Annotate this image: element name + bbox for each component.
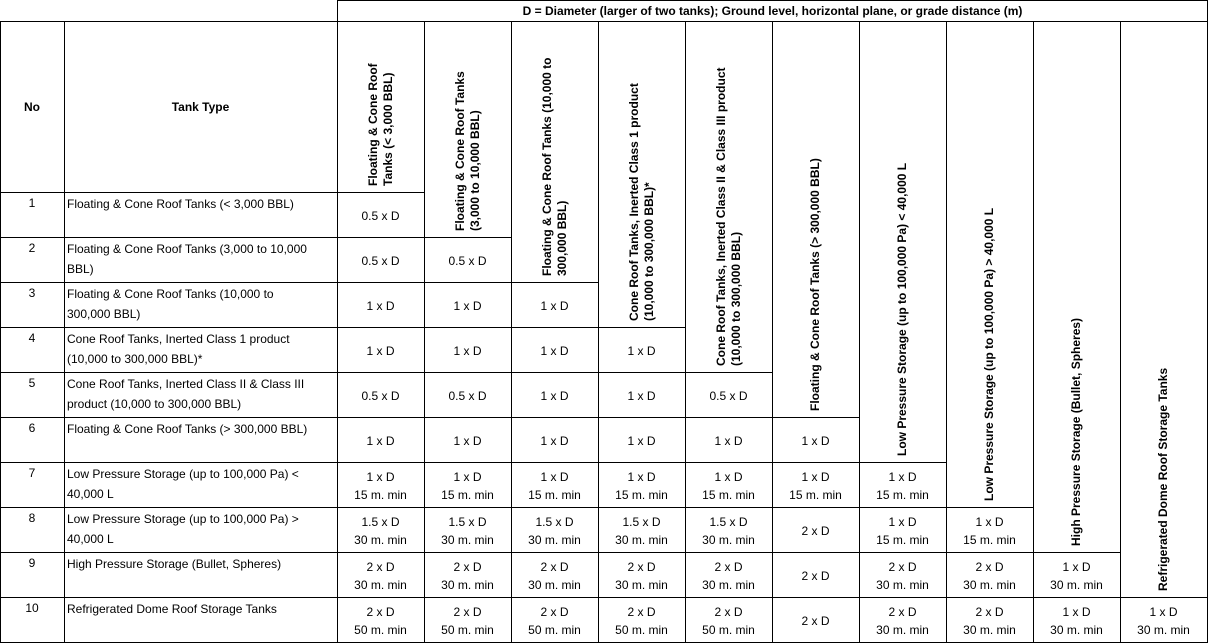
distance-cell [337, 207, 424, 225]
distance-cell [598, 558, 685, 594]
cell-border [337, 282, 424, 283]
row-border [0, 597, 337, 598]
minimum-distance: 15 m. min [789, 487, 842, 502]
distance-cell [685, 387, 772, 405]
distance-cell [685, 603, 772, 639]
column-header-line: Floating & Cone Roof [365, 63, 380, 186]
distance-cell [598, 342, 685, 360]
minimum-distance: 30 m. min [615, 532, 668, 547]
distance-cell [337, 603, 424, 639]
column-border [598, 21, 599, 643]
distance-cell [772, 468, 859, 504]
distance-cell [337, 432, 424, 450]
cell-border [859, 462, 946, 463]
tank-type-label [67, 464, 299, 504]
column-header-line: (3,000 to 10,000 BBL) [467, 110, 482, 231]
row-number: 10 [25, 601, 39, 615]
row-number: 5 [28, 376, 36, 390]
distance-value: 1 x D [366, 469, 395, 484]
header-top-border [0, 21, 1208, 22]
distance-value: 1 x D [453, 343, 482, 358]
minimum-distance: 30 m. min [354, 577, 407, 592]
distance-cell [424, 342, 511, 360]
row-border [0, 327, 337, 328]
cell-border [598, 552, 685, 553]
column-border [946, 21, 947, 643]
minimum-distance: 30 m. min [1050, 622, 1103, 637]
distance-value: 2 x D [714, 559, 743, 574]
cell-border [685, 552, 772, 553]
minimum-distance: 50 m. min [528, 622, 581, 637]
column-header-line: Floating & Cone Roof Tanks [452, 71, 467, 231]
row-border [0, 417, 337, 418]
cell-border [337, 597, 424, 598]
minimum-distance: 15 m. min [528, 487, 581, 502]
distance-value: 2 x D [975, 559, 1004, 574]
distance-value: 1 x D [888, 469, 917, 484]
tank-type-line: Cone Roof Tanks, Inerted Class II & Class III [67, 377, 305, 391]
distance-value: 1 x D [627, 388, 656, 403]
distance-value: 1 x D [714, 469, 743, 484]
cell-border [511, 507, 598, 508]
distance-value: 1.5 x D [361, 514, 400, 529]
minimum-distance: 15 m. min [441, 487, 494, 502]
distance-value: 1 x D [366, 298, 395, 313]
cell-border [1120, 597, 1207, 598]
row-border [0, 462, 337, 463]
minimum-distance: 30 m. min [1050, 577, 1103, 592]
distance-value: 1 x D [366, 343, 395, 358]
tank-type-line: Low Pressure Storage (up to 100,000 Pa) > [67, 512, 299, 526]
distance-cell [772, 522, 859, 540]
distance-cell [511, 603, 598, 639]
cell-border [511, 597, 598, 598]
column-border [1120, 21, 1121, 643]
no-column-border [64, 21, 65, 643]
column-header-10 [1156, 368, 1171, 591]
row-number: 1 [28, 196, 36, 210]
distance-value: 2 x D [801, 568, 830, 583]
cell-border [946, 507, 1033, 508]
tank-type-line: Floating & Cone Roof Tanks (10,000 to [67, 287, 274, 301]
distance-cell [511, 297, 598, 315]
row-number: 2 [28, 241, 36, 255]
distance-cell [424, 558, 511, 594]
column-header-3 [540, 58, 570, 276]
distance-value: 1 x D [540, 469, 569, 484]
minimum-distance: 30 m. min [876, 622, 929, 637]
distance-value: 2 x D [453, 604, 482, 619]
distance-cell [511, 432, 598, 450]
cell-border [772, 417, 859, 418]
distance-value: 1 x D [1149, 604, 1178, 619]
distance-cell [424, 297, 511, 315]
row-number: 7 [28, 466, 36, 480]
distance-value: 1 x D [627, 433, 656, 448]
distance-cell [859, 468, 946, 504]
minimum-distance: 30 m. min [876, 577, 929, 592]
minimum-distance: 30 m. min [963, 622, 1016, 637]
tank-type-label [67, 599, 277, 619]
cell-border [859, 597, 946, 598]
minimum-distance: 30 m. min [441, 577, 494, 592]
distance-value: 2 x D [801, 523, 830, 538]
distance-value: 2 x D [540, 604, 569, 619]
minimum-distance: 30 m. min [963, 577, 1016, 592]
tank-type-label [67, 509, 299, 549]
distance-cell [337, 387, 424, 405]
cell-border [772, 552, 859, 553]
column-header-4 [627, 83, 657, 321]
cell-border [1033, 552, 1120, 553]
tank-type-line: 300,000 BBL) [67, 307, 141, 321]
distance-value: 1 x D [453, 433, 482, 448]
minimum-distance: 50 m. min [354, 622, 407, 637]
tank-type-label [67, 554, 281, 574]
tank-type-line: Low Pressure Storage (up to 100,000 Pa) < [67, 467, 299, 481]
distance-cell [685, 513, 772, 549]
tank-type-line: product (10,000 to 300,000 BBL) [67, 397, 242, 411]
cell-border [424, 282, 511, 283]
row-border [0, 282, 337, 283]
tank-type-line: Floating & Cone Roof Tanks (3,000 to 10,000 [67, 242, 307, 256]
distance-value: 2 x D [366, 604, 395, 619]
minimum-distance: 15 m. min [354, 487, 407, 502]
distance-value: 1.5 x D [448, 514, 487, 529]
distance-value: 2 x D [714, 604, 743, 619]
column-header-9 [1069, 318, 1084, 546]
distance-value: 2 x D [801, 613, 830, 628]
distance-cell [1033, 603, 1120, 639]
cell-border [685, 462, 772, 463]
distance-value: 1.5 x D [709, 514, 748, 529]
distance-value: 1 x D [714, 433, 743, 448]
cell-border [685, 597, 772, 598]
distance-value: 1 x D [540, 433, 569, 448]
tank-type-line: Cone Roof Tanks, Inerted Class 1 product [67, 332, 290, 346]
distance-cell [685, 432, 772, 450]
cell-border [424, 237, 511, 238]
cell-border [859, 552, 946, 553]
distance-cell [337, 252, 424, 270]
distance-cell [946, 558, 1033, 594]
distance-value: 2 x D [888, 604, 917, 619]
row-border [0, 552, 337, 553]
column-border [424, 21, 425, 643]
minimum-distance: 15 m. min [702, 487, 755, 502]
distance-cell [511, 342, 598, 360]
column-border [511, 21, 512, 643]
tank-type-line: High Pressure Storage (Bullet, Spheres) [67, 557, 282, 571]
distance-value: 1 x D [540, 298, 569, 313]
tank-type-label [67, 374, 304, 414]
distance-value: 1.5 x D [535, 514, 574, 529]
distance-cell [946, 513, 1033, 549]
distance-value: 1.5 x D [622, 514, 661, 529]
distance-value: 1 x D [1062, 559, 1091, 574]
tank-type-label [67, 419, 307, 439]
cell-border [337, 327, 424, 328]
distance-value: 0.5 x D [361, 208, 400, 223]
cell-border [337, 552, 424, 553]
cell-border [424, 462, 511, 463]
tank-type-line: Floating & Cone Roof Tanks (< 3,000 BBL) [67, 197, 294, 211]
column-border [859, 21, 860, 643]
distance-cell [337, 558, 424, 594]
row-number: 9 [28, 556, 36, 570]
distance-value: 1 x D [540, 343, 569, 358]
tank-type-line: Floating & Cone Roof Tanks (> 300,000 BBL) [67, 422, 308, 436]
cell-border [424, 507, 511, 508]
column-header-line: Floating & Cone Roof Tanks (> 300,000 BBL) [808, 158, 822, 411]
column-header-8 [982, 208, 997, 501]
distance-cell [424, 387, 511, 405]
row-number: 6 [28, 421, 36, 435]
cell-border [772, 462, 859, 463]
cell-border [685, 417, 772, 418]
distance-cell [772, 432, 859, 450]
cell-border [511, 462, 598, 463]
distance-cell [337, 513, 424, 549]
distance-cell [511, 513, 598, 549]
row-number: 4 [28, 331, 36, 345]
distance-cell [337, 297, 424, 315]
distance-cell [772, 567, 859, 585]
distance-cell [598, 513, 685, 549]
minimum-distance: 30 m. min [702, 577, 755, 592]
distance-cell [511, 387, 598, 405]
tank-type-label [67, 284, 274, 324]
tank-type-line: BBL) [67, 262, 94, 276]
cell-border [424, 417, 511, 418]
header-tank-type: Tank Type [171, 100, 230, 114]
distance-cell [859, 603, 946, 639]
distance-value: 2 x D [888, 559, 917, 574]
column-header-2 [453, 71, 483, 231]
distance-cell [424, 252, 511, 270]
tank-type-label [67, 239, 307, 279]
distance-value: 2 x D [627, 559, 656, 574]
distance-cell [511, 468, 598, 504]
distance-value: 1 x D [627, 343, 656, 358]
distance-value: 1 x D [801, 433, 830, 448]
row-border [0, 192, 337, 193]
cell-border [424, 552, 511, 553]
column-header-line: Low Pressure Storage (up to 100,000 Pa) < 40,000 L [895, 162, 909, 456]
cell-border [946, 597, 1033, 598]
column-header-line: Refrigerated Dome Roof Storage Tanks [1156, 367, 1170, 591]
cell-border [598, 327, 685, 328]
column-header-line: Floating & Cone Roof Tanks (10,000 to [539, 57, 554, 276]
column-border [772, 21, 773, 643]
distance-cell [859, 513, 946, 549]
cell-border [337, 417, 424, 418]
minimum-distance: 50 m. min [702, 622, 755, 637]
tank-type-line: 40,000 L [67, 532, 114, 546]
cell-border [511, 552, 598, 553]
minimum-distance: 15 m. min [615, 487, 668, 502]
cell-border [598, 597, 685, 598]
distance-value: 1 x D [627, 469, 656, 484]
distance-cell [424, 468, 511, 504]
column-header-line: 300,000 BBL) [554, 200, 569, 276]
distance-cell [337, 342, 424, 360]
distance-cell [598, 603, 685, 639]
distance-cell [424, 432, 511, 450]
distance-value: 2 x D [540, 559, 569, 574]
minimum-distance: 30 m. min [528, 577, 581, 592]
cell-border [511, 282, 598, 283]
cell-border [685, 372, 772, 373]
column-border [1033, 21, 1034, 643]
cell-border [598, 507, 685, 508]
distance-cell [772, 612, 859, 630]
column-header-line: Tanks (< 3,000 BBL) [380, 72, 395, 186]
distance-value: 1 x D [888, 514, 917, 529]
distance-value: 1 x D [801, 469, 830, 484]
cell-border [424, 597, 511, 598]
distance-cell [337, 468, 424, 504]
tank-type-label [67, 194, 294, 214]
column-header-5 [714, 68, 744, 367]
distance-value: 1 x D [453, 298, 482, 313]
cell-border [424, 372, 511, 373]
column-header-6 [808, 158, 823, 411]
header-caption: D = Diameter (larger of two tanks); Ground level, horizontal plane, or grade distance (m) [522, 4, 1023, 18]
distance-value: 0.5 x D [709, 388, 748, 403]
cell-border [511, 372, 598, 373]
cell-border [598, 372, 685, 373]
distance-value: 0.5 x D [361, 388, 400, 403]
distance-cell [598, 387, 685, 405]
column-header-line: High Pressure Storage (Bullet, Spheres) [1069, 317, 1083, 546]
distance-cell [685, 558, 772, 594]
distance-value: 0.5 x D [448, 253, 487, 268]
distance-cell [859, 558, 946, 594]
distance-cell [1120, 603, 1207, 639]
column-header-line: Low Pressure Storage (up to 100,000 Pa) > 40,000 L [982, 207, 996, 501]
cell-border [598, 462, 685, 463]
row-number: 8 [28, 511, 36, 525]
distance-cell [598, 468, 685, 504]
cell-border [337, 237, 424, 238]
minimum-distance: 50 m. min [441, 622, 494, 637]
distance-cell [1033, 558, 1120, 594]
minimum-distance: 30 m. min [615, 577, 668, 592]
distance-value: 1 x D [540, 388, 569, 403]
column-header-7 [895, 163, 910, 456]
column-header-line: Cone Roof Tanks, Inerted Class II & Class III product [713, 67, 728, 366]
column-header-line: Cone Roof Tanks, Inerted Class 1 product [626, 83, 641, 321]
minimum-distance: 15 m. min [876, 532, 929, 547]
distance-value: 2 x D [366, 559, 395, 574]
cell-border [337, 372, 424, 373]
distance-value: 2 x D [627, 604, 656, 619]
cell-border [1033, 597, 1120, 598]
distance-cell [424, 603, 511, 639]
distance-cell [946, 603, 1033, 639]
distance-value: 0.5 x D [361, 253, 400, 268]
distance-value: 2 x D [453, 559, 482, 574]
row-border [0, 507, 337, 508]
minimum-distance: 30 m. min [441, 532, 494, 547]
cell-border [598, 417, 685, 418]
cell-border [772, 507, 859, 508]
row-border [0, 237, 337, 238]
minimum-distance: 30 m. min [528, 532, 581, 547]
distance-value: 2 x D [975, 604, 1004, 619]
caption-top-border [337, 0, 1208, 1]
row-border [0, 372, 337, 373]
cell-border [772, 597, 859, 598]
row-number: 3 [28, 286, 36, 300]
cell-border [859, 507, 946, 508]
distance-cell [424, 513, 511, 549]
tank-type-label [67, 329, 290, 369]
column-header-1 [366, 63, 396, 186]
cell-border [337, 507, 424, 508]
cell-border [946, 552, 1033, 553]
tank-type-line: 40,000 L [67, 487, 114, 501]
distance-value: 0.5 x D [448, 388, 487, 403]
minimum-distance: 30 m. min [1137, 622, 1190, 637]
minimum-distance: 30 m. min [702, 532, 755, 547]
column-header-line: (10,000 to 300,000 BBL)* [641, 182, 656, 321]
distance-value: 1 x D [975, 514, 1004, 529]
cell-border [511, 327, 598, 328]
cell-border [511, 417, 598, 418]
minimum-distance: 15 m. min [963, 532, 1016, 547]
cell-border [685, 507, 772, 508]
minimum-distance: 15 m. min [876, 487, 929, 502]
distance-value: 1 x D [1062, 604, 1091, 619]
distance-cell [598, 432, 685, 450]
cell-border [337, 192, 424, 193]
cell-border [424, 327, 511, 328]
minimum-distance: 50 m. min [615, 622, 668, 637]
distance-cell [685, 468, 772, 504]
distance-cell [511, 558, 598, 594]
distance-value: 1 x D [453, 469, 482, 484]
tank-type-line: Refrigerated Dome Roof Storage Tanks [67, 602, 277, 616]
distance-value: 1 x D [366, 433, 395, 448]
tank-type-line: (10,000 to 300,000 BBL)* [67, 352, 203, 366]
minimum-distance: 30 m. min [354, 532, 407, 547]
column-header-line: (10,000 to 300,000 BBL) [728, 231, 743, 366]
header-no: No [24, 100, 40, 114]
column-border [685, 21, 686, 643]
cell-border [337, 462, 424, 463]
